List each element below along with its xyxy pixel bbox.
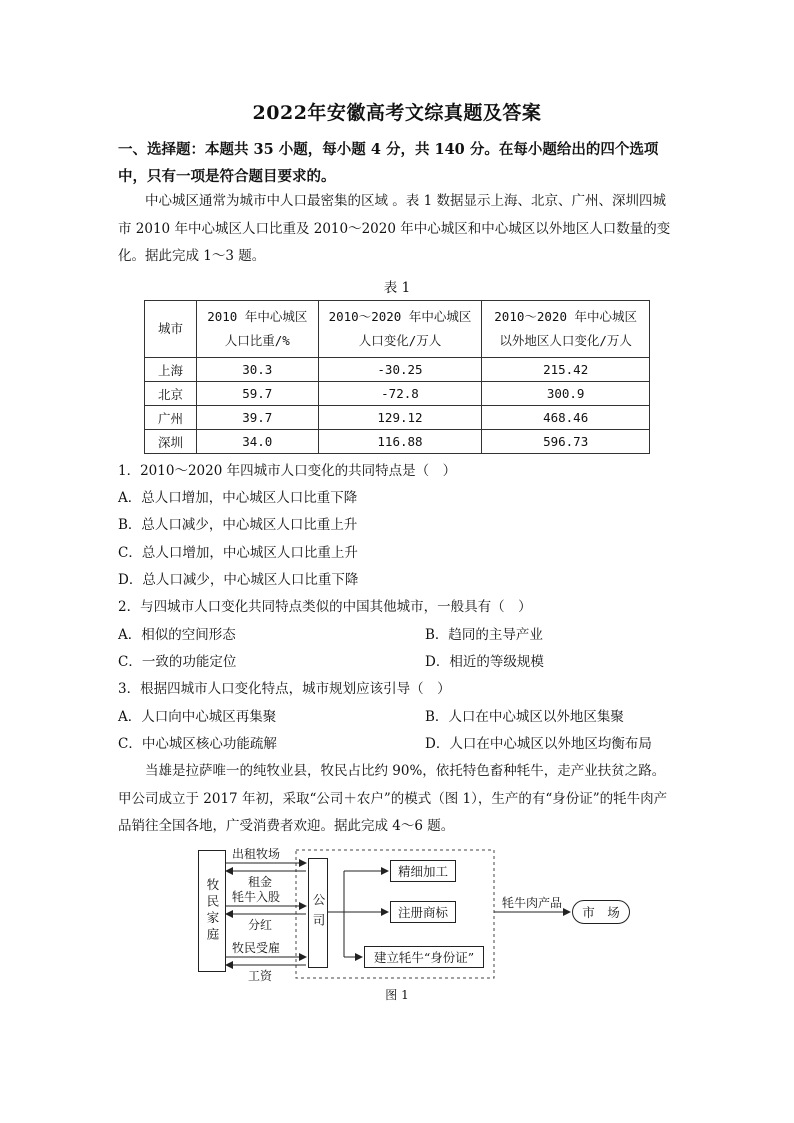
label-hired: 牧民受雇 xyxy=(232,941,281,955)
question-3-stem: 3．根据四城市人口变化特点，城市规划应该引导（ ） xyxy=(118,681,451,697)
population-table xyxy=(144,300,650,454)
question-1-option-d[interactable]: D．总人口减少，中心城区人口比重下降 xyxy=(118,572,359,588)
table-row xyxy=(145,406,650,430)
question-3-option-c[interactable]: C．中心城区核心功能疏解 xyxy=(118,736,277,752)
question-3-option-d[interactable]: D．人口在中心城区以外地区均衡布局 xyxy=(425,736,652,752)
table-row xyxy=(145,358,650,382)
cell-outside-change: 596.73 xyxy=(482,430,650,454)
cell-center-change: 116.88 xyxy=(318,430,482,454)
header-center-change: 2010～2020 年中心城区 人口变化/万人 xyxy=(318,301,482,358)
question-1-stem: 1．2010～2020 年四城市人口变化的共同特点是（ ） xyxy=(118,463,457,479)
label-dividend: 分红 xyxy=(248,918,273,932)
figure-caption: 图 1 xyxy=(385,988,409,1002)
header-outside-change: 2010～2020 年中心城区 以外地区人口变化/万人 xyxy=(482,301,650,358)
cell-ratio: 30.3 xyxy=(196,358,318,382)
question-2-option-a[interactable]: A．相似的空间形态 xyxy=(118,627,236,643)
label-yak-share: 牦牛入股 xyxy=(232,890,281,904)
cell-city: 深圳 xyxy=(145,430,197,454)
cell-center-change: -72.8 xyxy=(318,382,482,406)
question-1-option-b[interactable]: B．总人口减少，中心城区人口比重上升 xyxy=(118,517,358,533)
question-2-option-d[interactable]: D．相近的等级规模 xyxy=(425,654,544,670)
label-yak-meat-product: 牦牛肉产品 xyxy=(502,896,563,910)
question-3-option-b[interactable]: B．人口在中心城区以外地区集聚 xyxy=(425,709,624,725)
table-header-row xyxy=(145,301,650,358)
question-2-option-b[interactable]: B．趋同的主导产业 xyxy=(425,627,543,643)
passage-1: 中心城区通常为城市中人口最密集的区域 。表 1 数据显示上海、北京、广州、深圳四城市 2010 年中心城区人口比重及 2010～2020 年中心城区和中心城区以外地区人口数量的变化。据此完成 1～3 题。 xyxy=(118,193,671,264)
question-1-option-a[interactable]: A．总人口增加，中心城区人口比重下降 xyxy=(118,490,358,506)
table-caption: 表 1 xyxy=(383,280,411,296)
label-rent-money: 租金 xyxy=(248,875,273,889)
question-2-stem: 2．与四城市人口变化共同特点类似的中国其他城市，一般具有（ ） xyxy=(118,599,532,615)
header-city: 城市 xyxy=(145,301,197,358)
step-register-trademark: 注册商标 xyxy=(390,901,456,923)
cell-outside-change: 468.46 xyxy=(482,406,650,430)
cell-city: 上海 xyxy=(145,358,197,382)
cell-city: 广州 xyxy=(145,406,197,430)
step-fine-processing: 精细加工 xyxy=(390,860,456,882)
table-row xyxy=(145,430,650,454)
step-yak-id: 建立牦牛“身份证” xyxy=(364,946,484,968)
passage-2: 当雄是拉萨唯一的纯牧业县，牧民占比约 90%，依托特色畜种牦牛，走产业扶贫之路。甲公司成立于 2017 年初，采取“公司＋农户”的模式（图 1），生产的有“身份证”的牦牛肉产品销往全国各地，广受消费者欢迎。据此完成 4～6 题。 xyxy=(118,763,668,834)
market-box: 市 场 xyxy=(572,900,630,924)
cell-outside-change: 300.9 xyxy=(482,382,650,406)
table-row xyxy=(145,382,650,406)
cell-ratio: 39.7 xyxy=(196,406,318,430)
cell-center-change: -30.25 xyxy=(318,358,482,382)
cell-outside-change: 215.42 xyxy=(482,358,650,382)
page-title: 2022年安徽高考文综真题及答案 xyxy=(252,102,542,124)
company-box: 公司 xyxy=(308,858,328,968)
label-wage: 工资 xyxy=(248,969,273,983)
label-rent-pasture: 出租牧场 xyxy=(232,847,281,861)
cell-city: 北京 xyxy=(145,382,197,406)
header-ratio: 2010 年中心城区 人口比重/% xyxy=(196,301,318,358)
question-2-option-c[interactable]: C．一致的功能定位 xyxy=(118,654,237,670)
section-instructions: 一、选择题：本题共 35 小题，每小题 4 分，共 140 分。在每小题给出的四个选项中，只有一项是符合题目要求的。 xyxy=(118,141,659,185)
cell-ratio: 59.7 xyxy=(196,382,318,406)
herder-household-box: 牧民家庭 xyxy=(198,850,226,972)
figure-1-diagram xyxy=(190,840,650,1005)
question-3-option-a[interactable]: A．人口向中心城区再集聚 xyxy=(118,709,277,725)
question-1-option-c[interactable]: C．总人口增加，中心城区人口比重上升 xyxy=(118,545,358,561)
cell-center-change: 129.12 xyxy=(318,406,482,430)
cell-ratio: 34.0 xyxy=(196,430,318,454)
